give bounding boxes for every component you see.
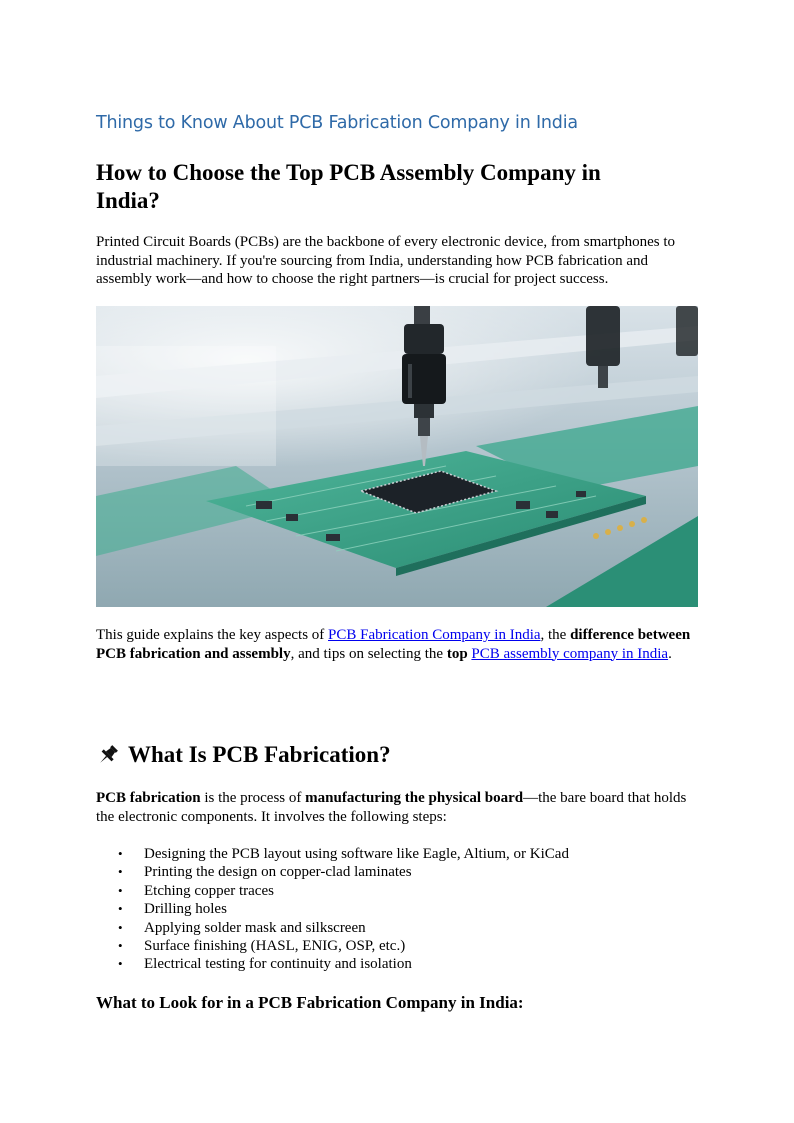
subheading: What to Look for in a PCB Fabrication Company in India: — [96, 993, 524, 1012]
definition-bold-2: manufacturing the physical board — [305, 790, 524, 806]
pcb-fabrication-company-link[interactable]: PCB Fabrication Company in India — [328, 627, 541, 643]
guide-text-3: , and tips on selecting the — [290, 645, 447, 662]
pcb-assembly-company-link[interactable]: PCB assembly company in India — [471, 645, 669, 662]
section-heading-text: What Is PCB Fabrication? — [128, 742, 391, 767]
guide-text-2: , the — [540, 627, 571, 643]
fabrication-steps-list — [96, 845, 569, 974]
guide-bold-difference: difference between PCB fabrication and assembly — [96, 627, 691, 662]
list-item: • Etching copper traces — [96, 882, 569, 900]
list-item: • Electrical testing for continuity and isolation — [96, 955, 569, 973]
definition-text-1: is the process of — [200, 790, 306, 806]
guide-paragraph — [96, 626, 698, 663]
section-heading — [96, 740, 391, 770]
guide-text-1: This guide explains the key aspects of — [96, 627, 329, 643]
definition-paragraph — [96, 789, 698, 826]
definition-text-2: —the bare board that holds the electronic components. It involves the following steps: — [96, 790, 687, 825]
pcb-machine-photo — [96, 306, 698, 607]
list-item: • Designing the PCB layout using software like Eagle, Altium, or KiCad — [96, 845, 569, 863]
intro-paragraph: Printed Circuit Boards (PCBs) are the backbone of every electronic device, from smartphones to industrial machinery. If you're sourcing from India, understanding how PCB fabrication and assembly work—and how to choose the right partners—is crucial for project success. — [96, 234, 675, 287]
list-item: • Applying solder mask and silkscreen — [96, 919, 569, 937]
guide-bold-top: top — [446, 645, 468, 662]
guide-text-5: . — [668, 645, 672, 662]
list-item: • Printing the design on copper-clad laminates — [96, 863, 569, 881]
document-kicker: Things to Know About PCB Fabrication Company in India — [96, 113, 578, 133]
pushpin-icon — [96, 743, 120, 767]
definition-bold-1: PCB fabrication — [96, 790, 201, 806]
list-item: • Drilling holes — [96, 900, 569, 918]
list-item: • Surface finishing (HASL, ENIG, OSP, etc.) — [96, 937, 569, 955]
page-title: How to Choose the Top PCB Assembly Company in India? — [96, 160, 601, 213]
